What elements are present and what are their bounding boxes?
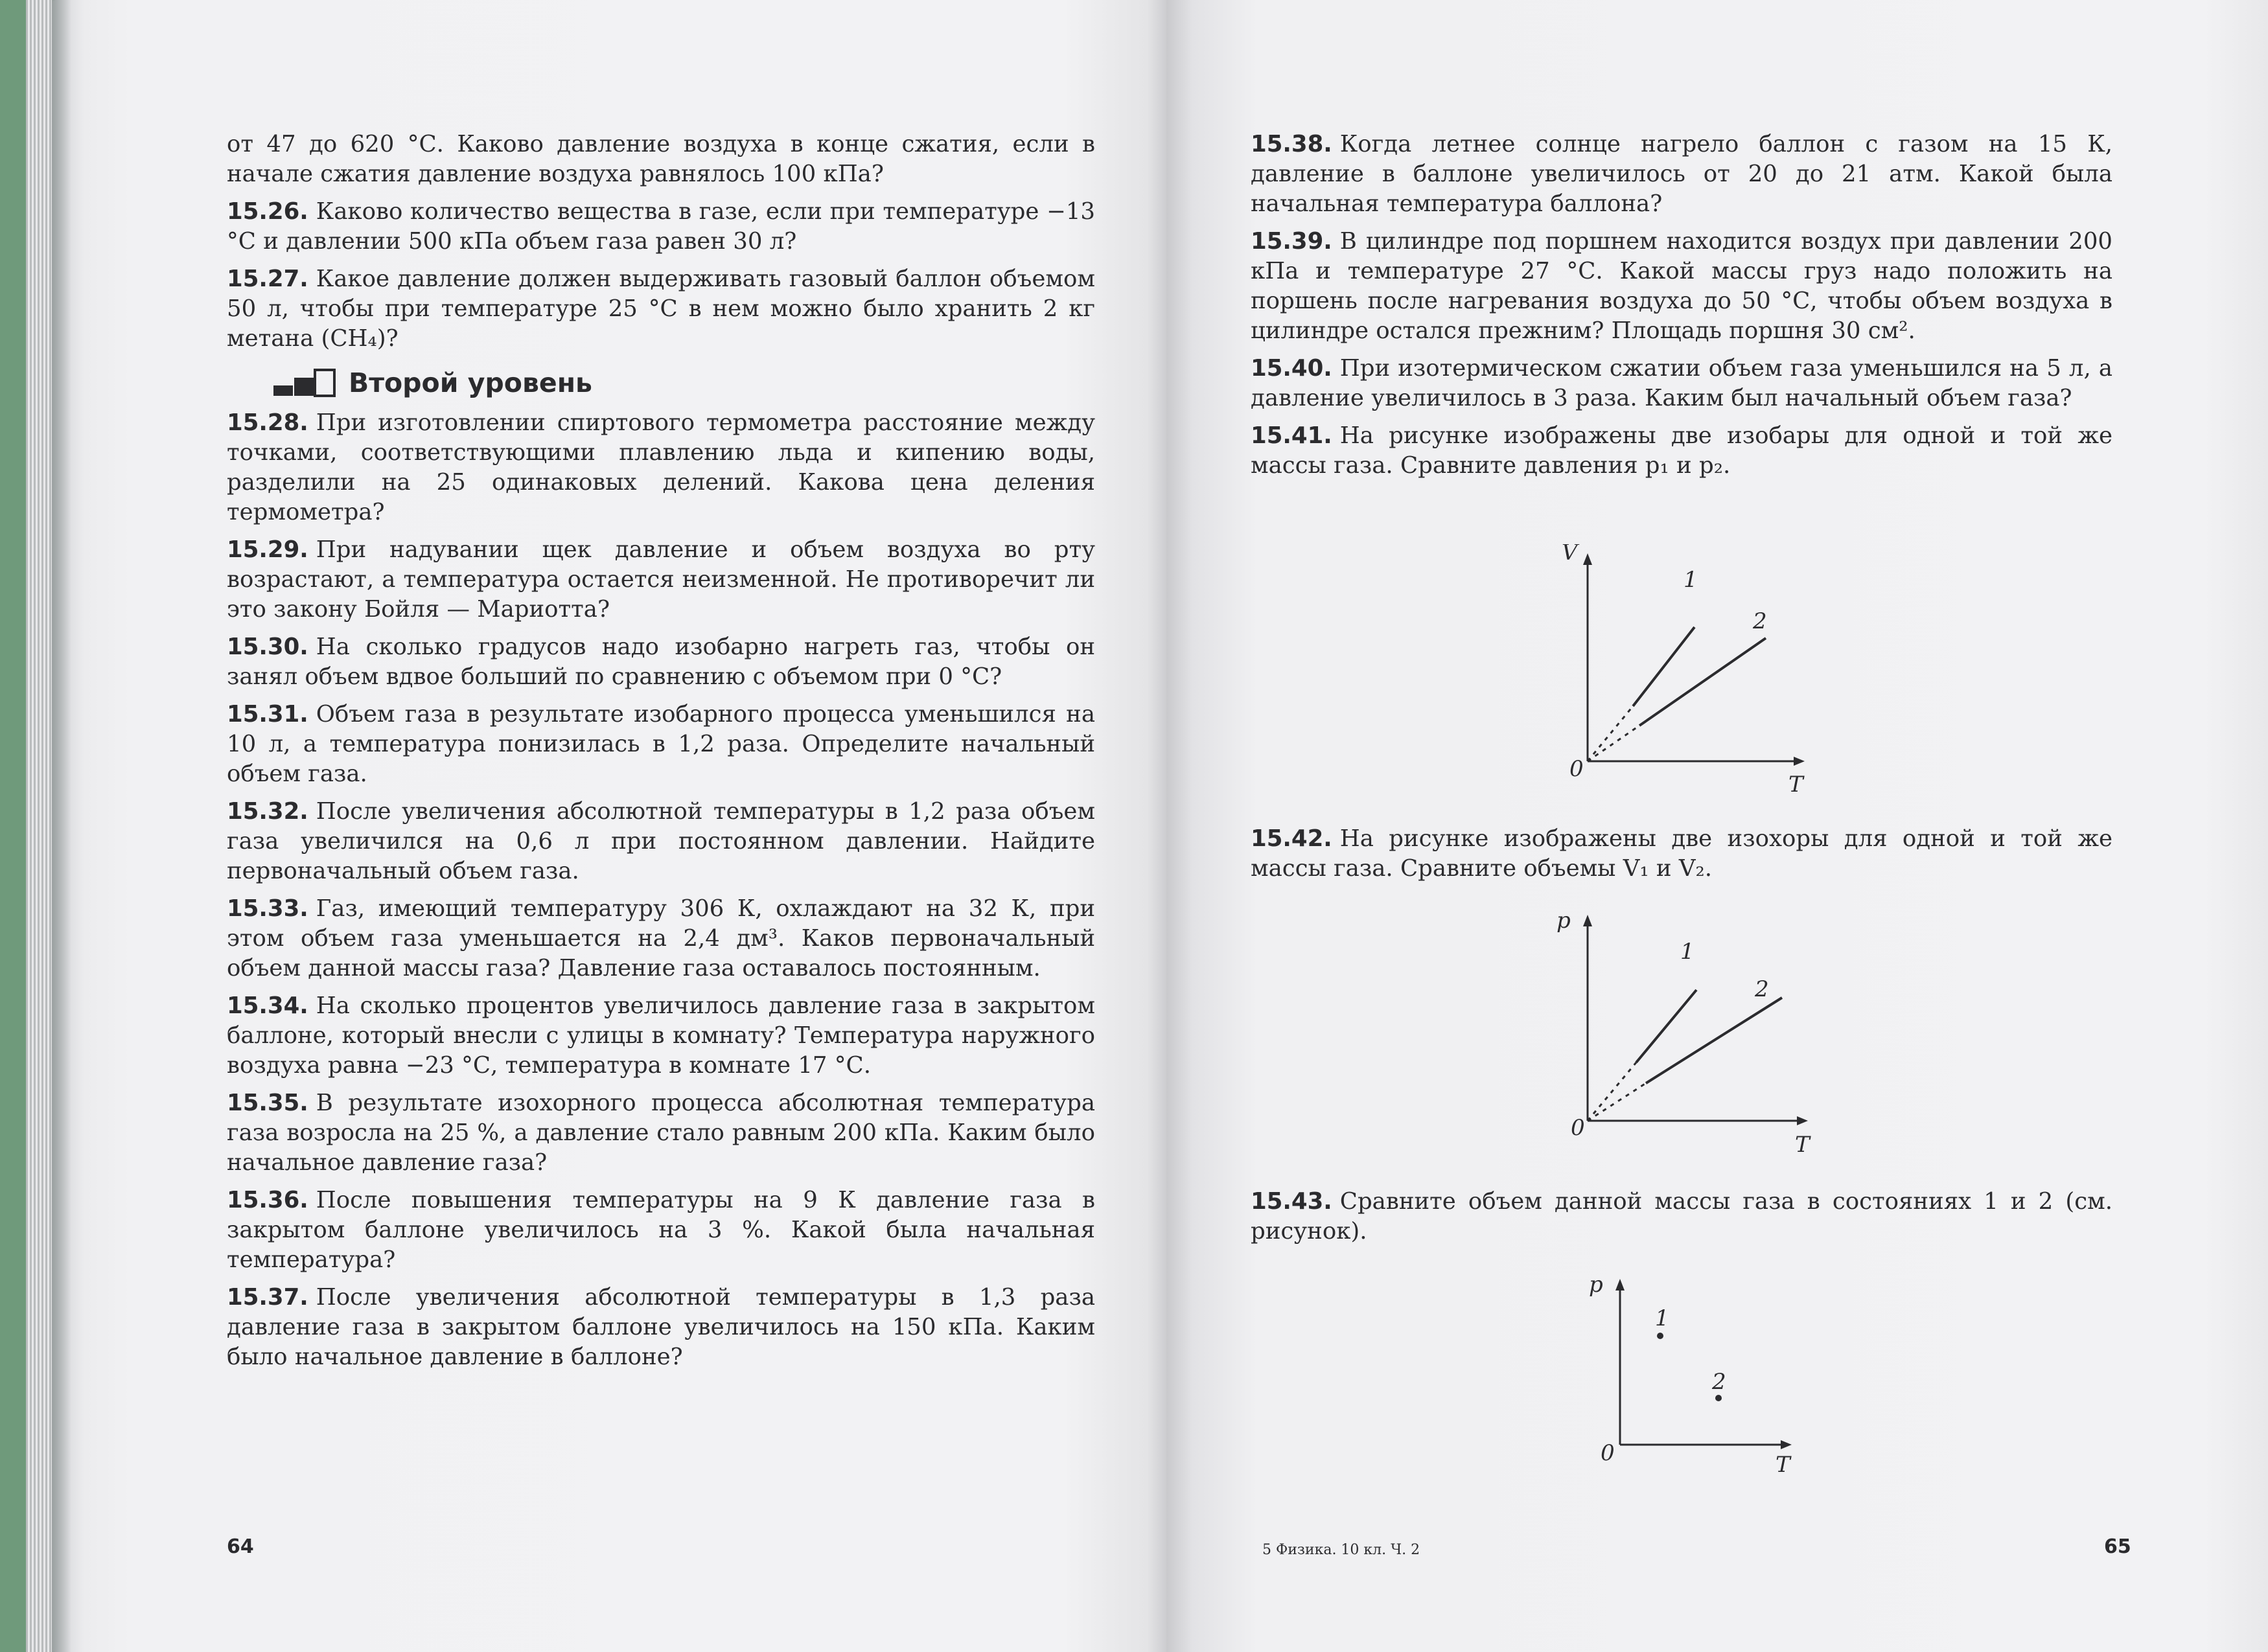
problem-continuation: от 47 до 620 °С. Каково давление воздуха в конце сжатия, если в начале сжатия давление воздуха равнялось 100 кПа? xyxy=(227,131,1095,187)
problem-number: 15.31. xyxy=(227,701,308,728)
problem-number: 15.43. xyxy=(1251,1188,1332,1215)
problem-text: После увеличения абсолютной температуры в 1,3 раза давление газа в закрытом баллоне увеличилось на 150 кПа. Каким было начальное давление в баллоне? xyxy=(227,1284,1095,1370)
isochore-1 xyxy=(1636,990,1696,1062)
problem-number: 15.28. xyxy=(227,409,308,436)
problem-15-34 xyxy=(227,991,1095,1081)
state-1-label: 1 xyxy=(1655,1305,1669,1331)
problem-text: При изготовлении спиртового термометра расстояние между точками, соответствующими плавлению льда и кипению воды, разделили на 25 одинаковых делений. Какова цена деления термометра? xyxy=(227,409,1095,525)
y-axis-arrow xyxy=(1615,1279,1625,1291)
x-axis-arrow xyxy=(1781,1440,1792,1449)
origin-label: 0 xyxy=(1601,1440,1615,1466)
x-axis-arrow xyxy=(1794,757,1805,766)
state-1-point xyxy=(1657,1333,1663,1339)
problem-15-32 xyxy=(227,797,1095,886)
problem-15-38 xyxy=(1251,130,2112,219)
problem-number: 15.29. xyxy=(227,536,308,563)
problem-15-39 xyxy=(1251,227,2112,346)
problem-number: 15.32. xyxy=(227,798,308,825)
page-number-right: 65 xyxy=(2104,1535,2131,1558)
line-2-label: 2 xyxy=(1753,608,1767,634)
problem-15-41 xyxy=(1251,421,2112,481)
problem-15-29 xyxy=(227,535,1095,625)
problem-text: Объем газа в результате изобарного процесса уменьшился на 10 л, а температура понизилась в 1,2 раза. Определите начальный объем газа. xyxy=(227,701,1095,787)
book-edge xyxy=(26,0,52,1652)
problem-15-40 xyxy=(1251,354,2112,413)
page-footer: 5 Физика. 10 кл. Ч. 2 xyxy=(1262,1542,1420,1558)
problem-number: 15.30. xyxy=(227,634,308,660)
figure-isobars xyxy=(1542,544,1821,806)
x-axis-label: T xyxy=(1788,772,1803,797)
problem-text: На рисунке изображены две изохоры для одной и той же массы газа. Сравните объемы V₁ и V₂. xyxy=(1251,825,2112,882)
line-1-label: 1 xyxy=(1684,567,1698,593)
problem-number: 15.37. xyxy=(227,1284,308,1311)
problem-15-42 xyxy=(1251,824,2112,884)
x-axis-label: T xyxy=(1795,1132,1810,1158)
problem-15-33 xyxy=(227,894,1095,983)
right-column xyxy=(1251,130,2112,488)
line-1-label: 1 xyxy=(1680,939,1695,965)
problem-text: Когда летнее солнце нагрело баллон с газом на 15 К, давление в баллоне увеличилось от 20 до 21 атм. Какой была начальная температура баллона? xyxy=(1251,131,2112,217)
problem-text: При надувании щек давление и объем воздуха во рту возрастают, а температура остается неизменной. Не противоречит ли это закону Бойля — Мариотта? xyxy=(227,536,1095,623)
problem-number: 15.33. xyxy=(227,895,308,922)
y-axis-arrow xyxy=(1583,553,1592,565)
problem-text: При изотермическом сжатии объем газа уменьшился на 5 л, а давление увеличилось в 3 раза. Каким был начальный объем газа? xyxy=(1251,355,2112,411)
problem-number: 15.42. xyxy=(1251,825,1332,852)
level-title: Второй уровень xyxy=(349,367,592,398)
problem-15-36 xyxy=(227,1186,1095,1275)
problem-text: После увеличения абсолютной температуры в 1,2 раза объем газа увеличился на 0,6 л при постоянном давлении. Найдите первоначальный объем газа. xyxy=(227,798,1095,884)
x-axis-arrow xyxy=(1797,1116,1808,1125)
problem-text: На сколько процентов увеличилось давление газа в закрытом баллоне, который внесли с улицы в комнату? Температура наружного воздуха равна −23 °С, температура в комнате 17 °С. xyxy=(227,992,1095,1079)
problem-number: 15.35. xyxy=(227,1090,308,1116)
problem-number: 15.40. xyxy=(1251,355,1332,382)
problem-15-27 xyxy=(227,264,1095,354)
figure-isochores xyxy=(1542,907,1821,1162)
y-axis-label: V xyxy=(1562,544,1578,566)
problem-text: Какое давление должен выдерживать газовый баллон объемом 50 л, чтобы при температуре 25 °С в нем можно было хранить 2 кг метана (CH₄)? xyxy=(227,266,1095,352)
problem-text: Каково количество вещества в газе, если при температуре −13 °С и давлении 500 кПа объем газа равен 30 л? xyxy=(227,198,1095,255)
y-axis-label: p xyxy=(1556,908,1571,934)
problem-15-28 xyxy=(227,408,1095,527)
y-axis-arrow xyxy=(1583,915,1592,926)
problem-number: 15.26. xyxy=(227,198,308,225)
x-axis-label: T xyxy=(1776,1452,1790,1477)
page-number-left: 64 xyxy=(227,1535,254,1558)
y-axis-label: p xyxy=(1589,1272,1603,1298)
problem-text: В цилиндре под поршнем находится воздух при давлении 200 кПа и температуре 27 °С. Какой массы груз надо положить на поршень после нагревания воздуха до 50 °С, чтобы объем воздуха в цилиндре остался прежним? Площадь поршня 30 см². xyxy=(1251,228,2112,344)
spine-shadow xyxy=(52,0,71,1652)
problem-text: Сравните объем данной массы газа в состояниях 1 и 2 (см. рисунок). xyxy=(1251,1188,2112,1245)
level-steps-icon xyxy=(272,369,337,397)
problem-number: 15.41. xyxy=(1251,422,1332,449)
isochore-2-extrapolation xyxy=(1588,1083,1646,1121)
right-column-2 xyxy=(1251,824,2112,891)
figure-states xyxy=(1575,1270,1834,1480)
left-column xyxy=(227,130,1095,1380)
right-column-3 xyxy=(1251,1187,2112,1254)
problem-number: 15.27. xyxy=(227,266,308,292)
level-heading xyxy=(272,368,1095,398)
problem-15-31 xyxy=(227,700,1095,789)
origin-label: 0 xyxy=(1571,1115,1585,1141)
problem-text: После повышения температуры на 9 К давление газа в закрытом баллоне увеличилось на 3 %. Какой была начальная температура? xyxy=(227,1187,1095,1273)
problem-number: 15.34. xyxy=(227,992,308,1019)
problem-text: На рисунке изображены две изобары для одной и той же массы газа. Сравните давления p₁ и p₂. xyxy=(1251,422,2112,479)
origin-label: 0 xyxy=(1569,756,1584,782)
problem-15-43 xyxy=(1251,1187,2112,1246)
state-2-label: 2 xyxy=(1712,1369,1726,1395)
line-2-label: 2 xyxy=(1755,976,1769,1002)
problem-text: На сколько градусов надо изобарно нагреть газ, чтобы он занял объем вдвое больший по сравнению с объемом при 0 °С? xyxy=(227,634,1095,690)
problem-text: В результате изохорного процесса абсолютная температура газа возросла на 25 %, а давление стало равным 200 кПа. Каким было начальное давление газа? xyxy=(227,1090,1095,1176)
problem-15-26 xyxy=(227,197,1095,257)
problem-number: 15.39. xyxy=(1251,228,1332,255)
isochore-2 xyxy=(1646,998,1782,1083)
isochore-1-extrapolation xyxy=(1588,1062,1636,1121)
problem-number: 15.36. xyxy=(227,1187,308,1213)
problem-15-35 xyxy=(227,1088,1095,1178)
problem-15-37 xyxy=(227,1283,1095,1372)
problem-text: Газ, имеющий температуру 306 К, охлаждают на 32 К, при этом объем газа уменьшается на 2,4 дм³. Каков первоначальный объем данной массы газа? Давление газа оставалось постоянным. xyxy=(227,895,1095,981)
problem-15-30 xyxy=(227,632,1095,692)
problem-number: 15.38. xyxy=(1251,131,1332,157)
isobar-2 xyxy=(1639,638,1766,726)
state-2-point xyxy=(1715,1395,1722,1401)
